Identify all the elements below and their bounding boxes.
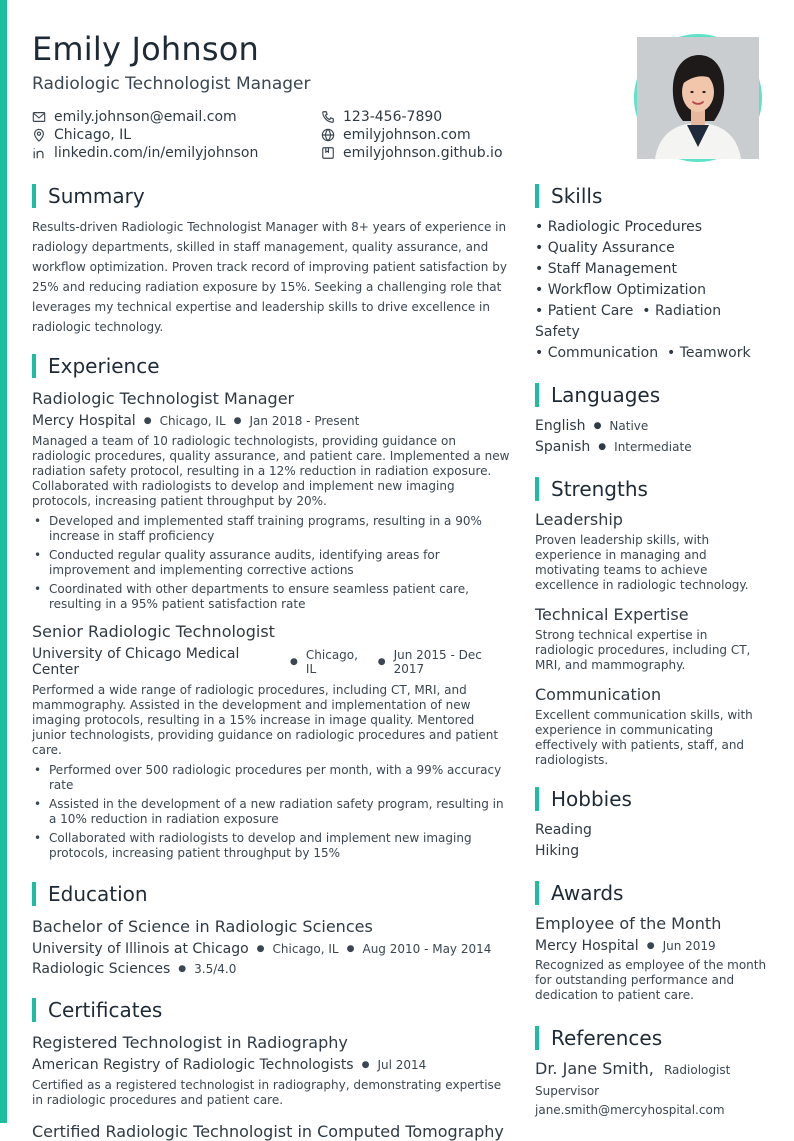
separator-dot: ● — [256, 944, 265, 954]
portfolio-icon — [321, 146, 335, 160]
job-title: Radiologic Technologist Manager — [32, 389, 295, 408]
strength-title: Technical Expertise — [535, 605, 689, 624]
references-heading — [535, 1025, 767, 1051]
separator-dot: ● — [290, 657, 298, 667]
section-accent — [535, 787, 539, 811]
section-accent — [535, 184, 539, 208]
skill-item: Workflow Optimization — [547, 282, 707, 298]
separator-dot: ● — [346, 944, 355, 954]
awards-heading — [535, 880, 767, 906]
job-dates: Jan 2018 - Present — [249, 414, 360, 428]
education-field-meta — [32, 961, 512, 977]
reference-name: Dr. Jane Smith, — [535, 1059, 654, 1078]
skill-item: Radiologic Procedures — [547, 219, 703, 235]
main-column — [32, 183, 512, 1141]
email-text: emily.johnson@email.com — [54, 108, 237, 125]
job-meta — [32, 646, 512, 678]
strengths-heading-text: Strengths — [551, 477, 648, 501]
languages-list — [535, 416, 767, 458]
experience-heading — [32, 353, 512, 379]
job-location: Chicago, IL — [159, 414, 226, 428]
section-accent — [32, 882, 36, 906]
skill-item: Radiation Safety — [535, 303, 722, 340]
language-name: English — [535, 418, 586, 434]
skill-item: Patient Care — [547, 303, 634, 319]
job-description: Managed a team of 10 radiologic technologists, providing guidance on radiologic procedures, quality assurance, and patient care. Implemented a new radiation safety protocol, resulting in a 12% reduction in radiation exposure. Collaborated with radiologists to develop and implement new imaging protocols, increasing patient throughput by 20%. — [32, 434, 510, 508]
contact-website[interactable] — [321, 126, 601, 143]
language-name: Spanish — [535, 439, 591, 455]
contact-phone[interactable] — [321, 108, 601, 125]
profile-photo — [634, 34, 762, 162]
section-accent — [535, 477, 539, 501]
hobbies-heading-text: Hobbies — [551, 787, 632, 811]
certificate-date: Jul 2014 — [377, 1058, 427, 1072]
skills-heading — [535, 183, 767, 209]
reference-entry — [535, 1059, 735, 1101]
contact-linkedin[interactable] — [32, 144, 321, 161]
degree-title: Bachelor of Science in Radiologic Sciences — [32, 917, 373, 936]
summary-heading — [32, 183, 512, 209]
certificate-issuer: American Registry of Radiologic Technologists — [32, 1057, 354, 1073]
strength-description: Proven leadership skills, with experience in managing and motivating teams to achieve excellence in radiologic technology. — [535, 533, 749, 592]
certificates-heading — [32, 997, 512, 1023]
skill-row: • Staff Management — [535, 261, 677, 277]
skill-row: • Radiologic Procedures — [535, 219, 703, 235]
school-name: University of Illinois at Chicago — [32, 941, 249, 957]
job-location: Chicago, IL — [305, 648, 358, 676]
section-accent — [535, 383, 539, 407]
resume-header — [32, 30, 632, 161]
strength-item — [535, 510, 767, 593]
globe-icon — [321, 128, 335, 142]
certificate-description: Certified as a registered technologist in radiography, demonstrating expertise in radiologic procedures and patient care. — [32, 1078, 502, 1107]
hobby-item: Hiking — [535, 843, 580, 859]
achievement-item: • Coordinated with other departments to ensure seamless patient care, resulting in a 95% patient satisfaction rate — [32, 582, 512, 612]
skill-item: Quality Assurance — [547, 240, 675, 256]
skill-item: Teamwork — [679, 345, 751, 361]
school-location: Chicago, IL — [272, 942, 339, 956]
language-level: Native — [609, 419, 649, 433]
sidebar-column — [535, 183, 767, 1117]
job-company: University of Chicago Medical Center — [32, 646, 240, 678]
experience-heading-text: Experience — [48, 354, 160, 378]
mail-icon — [32, 110, 46, 124]
section-accent — [32, 354, 36, 378]
skill-row: • Quality Assurance — [535, 240, 675, 256]
hobbies-heading — [535, 786, 767, 812]
contact-info — [32, 108, 632, 161]
separator-dot: ● — [143, 416, 152, 426]
education-heading-text: Education — [48, 882, 148, 906]
phone-text: 123-456-7890 — [343, 108, 443, 125]
portfolio-text: emilyjohnson.github.io — [343, 144, 503, 161]
contact-portfolio[interactable] — [321, 144, 601, 161]
separator-dot: ● — [233, 416, 242, 426]
skill-row: • Patient Care • Radiation Safety — [535, 303, 722, 340]
contact-location — [32, 126, 321, 143]
languages-heading-text: Languages — [551, 383, 661, 407]
separator-dot: ● — [598, 442, 607, 452]
section-accent — [32, 184, 36, 208]
location-pin-icon — [32, 128, 46, 142]
section-accent — [535, 1026, 539, 1050]
achievement-item: • Performed over 500 radiologic procedures per month, with a 99% accuracy rate — [32, 763, 512, 793]
job-meta — [32, 413, 512, 429]
job-title: Senior Radiologic Technologist — [32, 622, 275, 641]
strength-title: Leadership — [535, 510, 623, 529]
job-entry — [32, 622, 512, 861]
hobbies-list — [535, 820, 767, 862]
location-text: Chicago, IL — [54, 126, 132, 143]
separator-dot: ● — [593, 421, 602, 431]
hobby-item: Reading — [535, 822, 592, 838]
reference-email[interactable]: jane.smith@mercyhospital.com — [535, 1103, 725, 1117]
strengths-heading — [535, 476, 767, 502]
language-item — [535, 437, 767, 458]
references-heading-text: References — [551, 1026, 663, 1050]
summary-heading-text: Summary — [48, 184, 145, 208]
certificate-title: Registered Technologist in Radiography — [32, 1033, 348, 1052]
job-company: Mercy Hospital — [32, 413, 136, 429]
gpa: 3.5/4.0 — [194, 962, 237, 976]
job-achievements — [32, 763, 512, 861]
section-accent — [32, 998, 36, 1022]
strength-description: Excellent communication skills, with experience in communicating effectively with patients, staff, and radiologists. — [535, 708, 753, 767]
skills-list — [535, 217, 767, 364]
skill-row: • Workflow Optimization — [535, 282, 707, 298]
accent-bar — [0, 0, 7, 1123]
strength-item — [535, 605, 767, 673]
certificates-heading-text: Certificates — [48, 998, 163, 1022]
skill-item: Communication — [547, 345, 659, 361]
website-text: emilyjohnson.com — [343, 126, 471, 143]
education-dates: Aug 2010 - May 2014 — [362, 942, 492, 956]
linkedin-icon — [32, 146, 46, 160]
candidate-title: Radiologic Technologist Manager — [32, 74, 311, 94]
award-title: Employee of the Month — [535, 914, 722, 933]
job-achievements — [32, 514, 512, 612]
separator-dot: ● — [646, 941, 655, 951]
achievement-item: • Assisted in the development of a new radiation safety program, resulting in a 10% reduction in radiation exposure — [32, 797, 512, 827]
education-meta — [32, 941, 512, 957]
achievement-item: • Developed and implemented staff training programs, resulting in a 90% increase in staff proficiency — [32, 514, 512, 544]
education-heading — [32, 881, 512, 907]
field-of-study: Radiologic Sciences — [32, 961, 171, 977]
strength-item — [535, 685, 767, 768]
reference-role: Radiologist Supervisor — [535, 1063, 731, 1098]
award-description: Recognized as employee of the month for outstanding performance and dedication to patient care. — [535, 958, 767, 1002]
candidate-name: Emily Johnson — [32, 30, 259, 68]
skill-row: • Communication • Teamwork — [535, 345, 751, 361]
strength-description: Strong technical expertise in radiologic procedures, including CT, MRI, and mammography. — [535, 628, 751, 672]
language-level: Intermediate — [614, 440, 692, 454]
phone-icon — [321, 110, 335, 124]
separator-dot: ● — [361, 1060, 370, 1070]
portrait-image — [637, 37, 759, 159]
achievement-item: • Conducted regular quality assurance audits, identifying areas for improvement and implementing corrective actions — [32, 548, 512, 578]
achievement-item: • Collaborated with radiologists to develop and implement new imaging protocols, increasing patient throughput by 15% — [32, 831, 512, 861]
contact-email[interactable] — [32, 108, 321, 125]
language-item — [535, 416, 767, 437]
section-accent — [535, 881, 539, 905]
awards-heading-text: Awards — [551, 881, 624, 905]
award-date: Jun 2019 — [662, 939, 716, 953]
summary-text: Results-driven Radiologic Technologist Manager with 8+ years of experience in radiology departments, skilled in staff management, quality assurance, and workflow optimization. Proven track record of improving patient satisfaction by 25% and reducing radiation exposure by 15%. Seeking a challenging role that leverages my technical expertise and leadership skills to drive excellence in radiologic technology. — [32, 220, 507, 334]
separator-dot: ● — [178, 964, 187, 974]
job-description: Performed a wide range of radiologic procedures, including CT, MRI, and mammography. Assisted in the development and implementation of new imaging protocols, resulting in a 15% increase in image quality. Mentored junior technologists, providing guidance on radiologic procedures and patient care. — [32, 683, 499, 757]
certificate-meta — [32, 1057, 512, 1073]
job-dates: Jun 2015 - Dec 2017 — [393, 648, 482, 676]
languages-heading — [535, 382, 767, 408]
award-org: Mercy Hospital — [535, 938, 639, 954]
certificate-title: Certified Radiologic Technologist in Computed Tomography — [32, 1122, 504, 1141]
separator-dot: ● — [377, 657, 386, 667]
job-entry — [32, 389, 512, 612]
award-meta — [535, 938, 767, 954]
linkedin-text: linkedin.com/in/emilyjohnson — [54, 144, 259, 161]
skills-heading-text: Skills — [551, 184, 603, 208]
strength-title: Communication — [535, 685, 662, 704]
skill-item: Staff Management — [547, 261, 677, 277]
